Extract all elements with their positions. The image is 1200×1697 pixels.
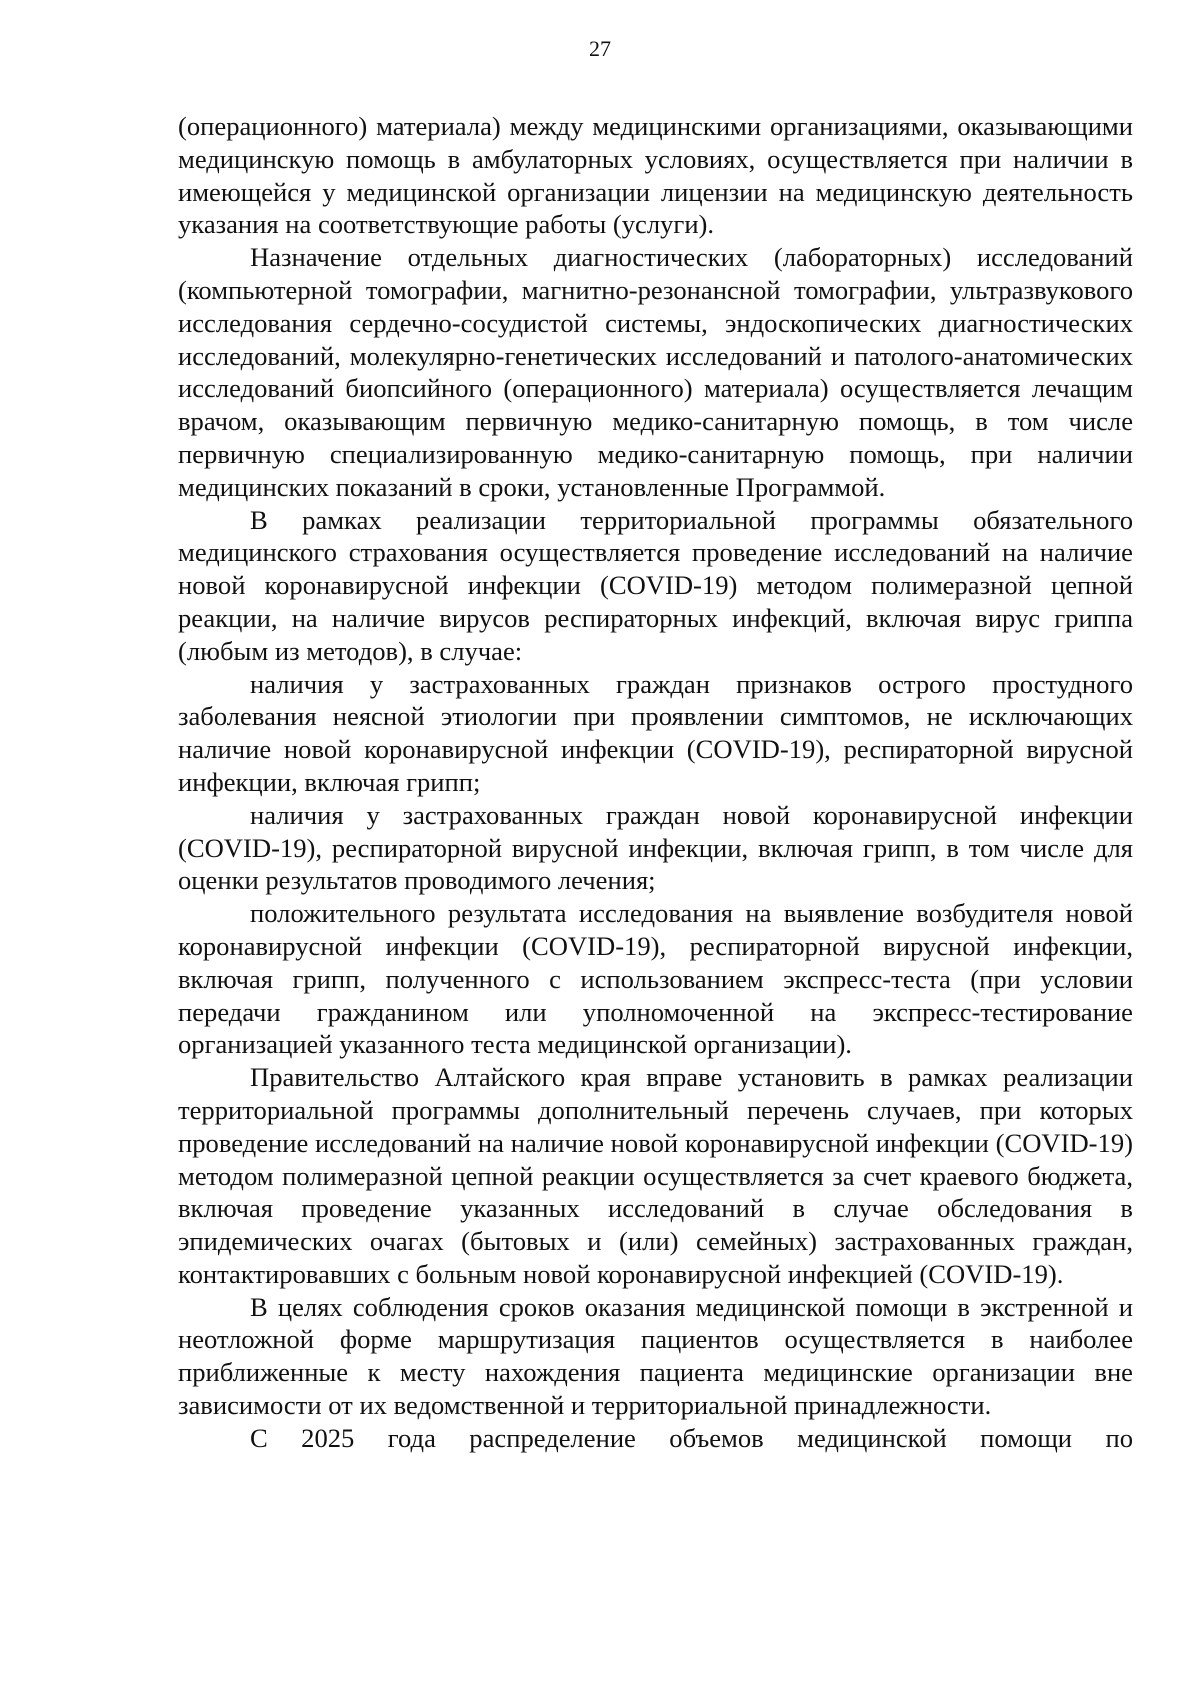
page-number: 27 (589, 36, 611, 61)
paragraph-7: Правительство Алтайского края вправе установить в рамках реализации территориальной программы дополнительный перечень случаев, при которых проведение исследований на наличие новой коронавирусной инфекции (COVID-19) методом полимеразной цепной реакции осуществляется за счет краевого бюджета, включая проведение указанных исследований в случае обследования в эпидемических очагах (бытовых и (или) семейных) застрахованных граждан, контактировавших с больным новой коронавирусной инфекцией (COVID-19). (178, 1062, 1133, 1289)
paragraph-1: (операционного) материала) между медицинскими организациями, оказывающими медицинскую помощь в амбулаторных условиях, осуществляется при наличии в имеющейся у медицинской организации лицензии на медицинскую деятельность указания на соответствующие работы (услуги). (178, 111, 1133, 240)
paragraph-8: В целях соблюдения сроков оказания медицинской помощи в экстренной и неотложной форме маршрутизация пациентов осуществляется в наиболее приближенные к месту нахождения пациента медицинские организации вне зависимости от их ведомственной и территориальной принадлежности. (178, 1291, 1133, 1421)
paragraph-6: положительного результата исследования на выявление возбудителя новой коронавирусной инфекции (COVID-19), респираторной вирусной инфекции, включая грипп, полученного с использованием экспресс-теста (при условии передачи гражданином или уполномоченной на экспресс-тестирование организацией указанного теста медицинской организации). (178, 898, 1133, 1060)
document-body (178, 110, 1133, 1455)
paragraph-5: наличия у застрахованных граждан новой коронавирусной инфекции (COVID-19), респираторной вирусной инфекции, включая грипп, в том числе для оценки результатов проводимого лечения; (178, 799, 1133, 896)
paragraph-3: В рамках реализации территориальной программы обязательного медицинского страхования осуществляется проведение исследований на наличие новой коронавирусной инфекции (COVID-19) методом полимеразной цепной реакции, на наличие вирусов респираторных инфекций, включая вирус гриппа (любым из методов), в случае: (178, 504, 1133, 666)
paragraph-9: С 2025 года распределение объемов медицинской помощи по (250, 1422, 1133, 1453)
paragraph-2: Назначение отдельных диагностических (лабораторных) исследований (компьютерной томографии, магнитно-резонансной томографии, ультразвукового исследования сердечно-сосудистой системы, эндоскопических диагностических исследований, молекулярно-генетических исследований и патолого-анатомических исследований биопсийного (операционного) материала) осуществляется лечащим врачом, оказывающим первичную медико-санитарную помощь, в том числе первичную специализированную медико-санитарную помощь, при наличии медицинских показаний в сроки, установленные Программой. (178, 242, 1133, 502)
paragraph-4: наличия у застрахованных граждан признаков острого простудного заболевания неясной этиологии при проявлении симптомов, не исключающих наличие новой коронавирусной инфекции (COVID-19), респираторной вирусной инфекции, включая грипп; (178, 668, 1133, 797)
